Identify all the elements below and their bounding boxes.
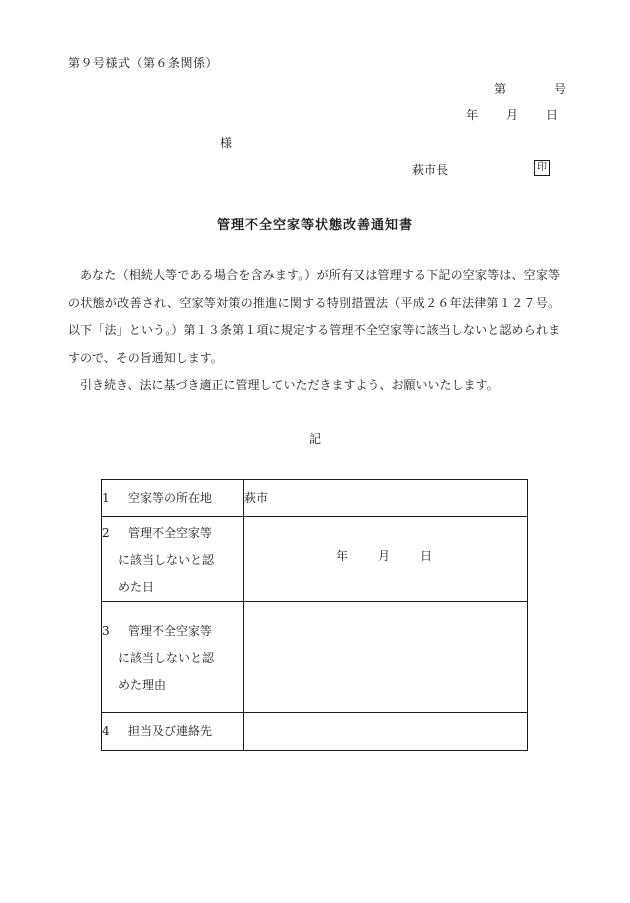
body-paragraph-1: あなた（相続人等である場合を含みます。）が所有又は管理する下記の空家等は、空家等の状態が改善され、空家等対策の推進に関する特別措置法（平成２６年法律第１２７号。以下「法」という。）第１３条第１項に規定する管理不全空家等に該当しないと認められますので、その旨通知します。 [68, 268, 560, 365]
reason-label-line-3: めた理由 [118, 678, 167, 692]
reason-label-line-1: 管理不全空家等 [128, 624, 213, 638]
seal-box: 印 [534, 160, 550, 176]
reason-value-cell [244, 602, 528, 713]
location-label-cell [102, 480, 244, 517]
date-value-day: 日 [420, 549, 433, 563]
document-number-suffix: 号 [554, 82, 567, 96]
contact-label-cell [102, 713, 244, 751]
date-value-cell [244, 517, 528, 602]
document-number-prefix: 第 [494, 82, 507, 96]
date-label-line-3: めた日 [118, 580, 155, 594]
date-day: 日 [546, 108, 559, 122]
form-label: 第９号様式（第６条関係） [68, 56, 219, 70]
row-number: 3 [102, 624, 110, 638]
table-row [102, 713, 528, 751]
document-title: 管理不全空家等状態改善通知書 [216, 218, 413, 233]
body-paragraph-2: 引き続き、法に基づき適正に管理していただきますよう、お願いいたします。 [80, 378, 499, 392]
document-date [466, 106, 558, 123]
issuer: 萩市長 [412, 163, 449, 177]
row-number: 2 [102, 526, 110, 540]
date-value-year: 年 [336, 549, 349, 563]
location-value-cell [244, 480, 528, 517]
contact-value-cell [244, 713, 528, 751]
date-label-line-2: に該当しないと認 [118, 553, 215, 567]
date-label-line-1: 管理不全空家等 [128, 526, 213, 540]
table-row [102, 517, 528, 602]
document-number [494, 80, 566, 97]
table-row [102, 480, 528, 517]
table-row [102, 602, 528, 713]
date-value-month: 月 [378, 549, 391, 563]
row-number: 4 [102, 724, 110, 738]
location-value: 萩市 [244, 491, 269, 505]
addressee: 様 [220, 136, 233, 150]
ki-heading: 記 [308, 432, 321, 446]
reason-label-line-2: に該当しないと認 [118, 651, 215, 665]
row-number: 1 [102, 491, 110, 505]
location-label: 空家等の所在地 [128, 491, 213, 505]
reason-label-cell [102, 602, 244, 713]
date-label-cell [102, 517, 244, 602]
contact-label: 担当及び連絡先 [128, 724, 213, 738]
date-year: 年 [466, 108, 479, 122]
notice-details-table [101, 479, 528, 751]
date-month: 月 [506, 108, 519, 122]
body-text [68, 262, 560, 400]
